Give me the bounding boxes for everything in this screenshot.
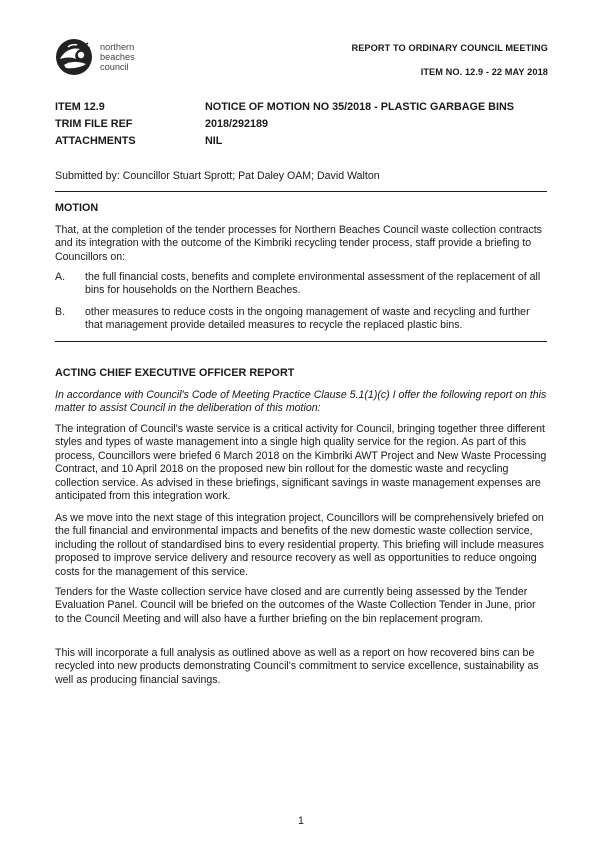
submitted-by: Submitted by: Councillor Stuart Sprott; Pat Daley OAM; David Walton [55,170,380,182]
divider [55,341,547,342]
ceo-report-heading: ACTING CHIEF EXECUTIVE OFFICER REPORT [55,367,295,379]
motion-item-letter: B. [55,306,66,318]
motion-intro: That, at the completion of the tender processes for Northern Beaches Council waste collection contracts and its integration with the outcome of the Kimbriki recycling tender process, staff provide a briefing to Councillors on: [55,224,542,263]
item-title: NOTICE OF MOTION NO 35/2018 - PLASTIC GARBAGE BINS [205,101,514,113]
council-logo [54,37,174,79]
council-logo-text [100,42,135,73]
logo-line-3: council [100,62,129,73]
report-title: REPORT TO ORDINARY COUNCIL MEETING [351,43,548,53]
report-paragraph: Tenders for the Waste collection service have closed and are currently being assessed by the Tender Evaluation Panel. Council will be briefed on the outcomes of the Waste Collection Tender in June, prior to the Council Meeting and will also have a further briefing on the bin replacement program. [55,586,536,625]
report-paragraph: As we move into the next stage of this integration project, Councillors will be comprehensively briefed on the full financial and environmental impacts and benefits of the new domestic waste collection service, including the rollout of standardised bins to every residential property. This briefing will include measures proposed to improve service delivery and resource recovery as well as opportunities to reduce ongoing costs for the management of this service. [55,512,544,578]
report-paragraph: This will incorporate a full analysis as outlined above as well as a report on how recovered bins can be recycled into new products demonstrating Council's commitment to service excellence, sustainability as well as producing financial savings. [55,647,539,686]
logo-line-2: beaches [100,52,135,63]
ceo-report-intro: In accordance with Council's Code of Meeting Practice Clause 5.1(1)(c) I offer the following report on this matter to assist Council in the deliberation of this motion: [55,389,547,415]
logo-line-1: northern [100,42,135,52]
report-paragraph: The integration of Council's waste service is a critical activity for Council, bringing together three different styles and types of waste management into a single high quality service for the region. As part of this process, Councillors were briefed 6 March 2018 on the Kimbriki AWT Project and New Waste Processing Contract, and 10 April 2018 on the proposed new bin rollout for the domestic waste and recycling collection service. As advised in these briefings, significant savings in waste management expenses are anticipated from this integration work. [55,423,547,503]
item-label: ITEM 12.9 [55,101,105,113]
council-emblem-icon [54,37,94,77]
trim-value: 2018/292189 [205,118,269,130]
motion-heading: MOTION [55,202,99,214]
motion-item-text: the full financial costs, benefits and complete environmental assessment of the replacement of all bins for households on the Northern Beaches. [85,271,541,297]
item-reference: ITEM NO. 12.9 - 22 MAY 2018 [420,67,548,77]
motion-item-text: other measures to reduce costs in the ongoing management of waste and recycling and further that management provide detailed measures to recycle the replaced plastic bins. [85,306,530,332]
attachments-value: NIL [205,135,223,147]
divider [55,191,547,192]
trim-label: TRIM FILE REF [55,118,133,130]
attachments-label: ATTACHMENTS [55,135,136,147]
page-number: 1 [298,815,304,827]
motion-item-letter: A. [55,271,66,283]
